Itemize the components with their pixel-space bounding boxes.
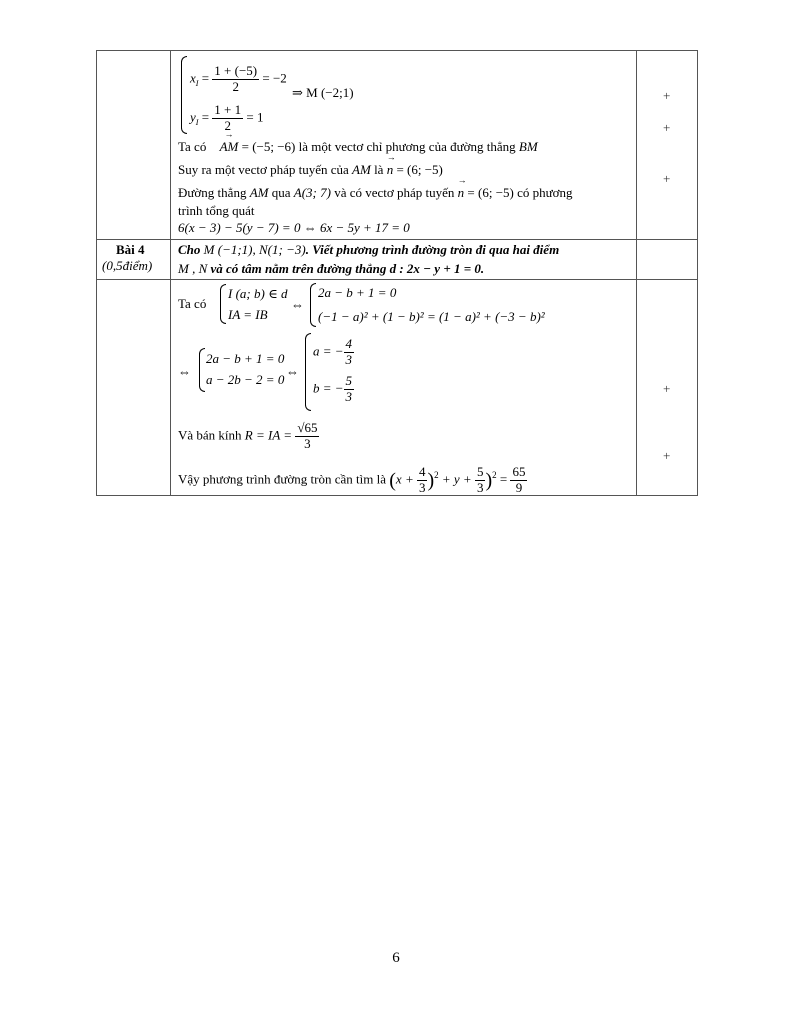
- eq-brace: [310, 283, 316, 327]
- a-label: a = −: [313, 343, 344, 359]
- direction-vector-line: [178, 140, 538, 153]
- xi-result: = −2: [262, 70, 287, 86]
- yi-result: = 1: [246, 109, 264, 125]
- xi-denominator: 2: [232, 78, 239, 94]
- equiv-1: ⇔: [291, 297, 304, 312]
- final-rhs-denominator: 9: [515, 479, 523, 495]
- linear-eq-2: a − 2b − 2 = 0: [206, 372, 285, 387]
- condition-1: I (a; b) ∈ d: [228, 286, 288, 301]
- linear-system-brace: [199, 348, 205, 392]
- solution-a: [313, 337, 354, 368]
- final-y-numerator: 5: [476, 464, 484, 479]
- score-plus-5: +: [663, 448, 671, 463]
- radius-fraction: [295, 421, 319, 452]
- tong-quat-text: trình tổng quát: [178, 203, 255, 218]
- row-divider-2: [96, 279, 698, 280]
- am-label-2: AM: [249, 185, 269, 200]
- problem-statement-b: và có tâm nằm trên đường thẳng: [210, 261, 387, 276]
- b-denominator: 3: [345, 388, 353, 404]
- final-x-numerator: 4: [418, 464, 426, 479]
- normal-vector-line: [178, 163, 443, 176]
- col-line-2: [636, 50, 637, 496]
- row-divider-1: [96, 239, 698, 240]
- col-line-left: [96, 50, 97, 496]
- given-points: M (−1;1), N(1; −3): [203, 242, 306, 257]
- b-fraction: [344, 374, 355, 405]
- n-vector: → n: [387, 163, 394, 176]
- n-vector-value-2: = (6; −5) có phương: [467, 185, 573, 200]
- line-d: d : 2x − y + 1 = 0.: [389, 261, 485, 276]
- equation-1: 2a − b + 1 = 0: [318, 285, 397, 300]
- b-numerator: 5: [345, 373, 353, 388]
- b-label: b = −: [313, 380, 344, 396]
- solution-b: [313, 374, 354, 405]
- row3-ta-co: Ta có: [178, 296, 207, 311]
- final-x-term: x +: [395, 471, 414, 487]
- yi-equation: $y_I$ = $\frac{1 + 1}{2}$ = 1: [190, 102, 264, 133]
- solution-brace: [305, 333, 311, 411]
- radius-text: Và bán kính: [178, 427, 242, 443]
- score-plus-2: +: [663, 120, 671, 135]
- am-vector: → AM: [220, 140, 239, 153]
- line-am-description: [178, 186, 573, 199]
- general-equation: 6(x − 3) − 5(y − 7) = 0 ⇔ 6x − 5y + 17 = 0: [178, 220, 410, 235]
- table-border-top: [96, 50, 698, 51]
- la-text: là: [374, 162, 384, 177]
- cond-brace: [220, 284, 226, 324]
- final-y-denominator: 3: [476, 479, 484, 495]
- condition-2: IA = IB: [228, 307, 268, 322]
- final-x-fraction: [417, 465, 428, 496]
- a-fraction: [344, 337, 355, 368]
- final-y-term: + y +: [441, 471, 472, 487]
- radius-equation: R = IA =: [244, 427, 293, 443]
- xi-numerator: 1 + (−5): [214, 63, 258, 78]
- a-denominator: 3: [345, 351, 353, 367]
- duong-thang-text: Đường thẳng: [178, 185, 247, 200]
- final-x-denominator: 3: [418, 479, 426, 495]
- xi-equation: $x_I$ = $\frac{1 + (-5)}{2}$ = −2: [190, 63, 287, 94]
- bai4-problem-line2: [178, 262, 484, 275]
- score-plus-1: +: [663, 88, 671, 103]
- mn-label: M , N: [178, 261, 208, 276]
- ta-co-text: Ta có: [178, 139, 207, 154]
- bm-label: BM: [518, 139, 538, 154]
- yi-label: y: [190, 109, 196, 125]
- midpoint-m: ⇒ M (−2;1): [292, 85, 354, 100]
- linear-eq-1: 2a − b + 1 = 0: [206, 351, 285, 366]
- problem-statement-a: . Viết phương trình đường tròn đi qua hai điểm: [305, 242, 560, 257]
- final-rhs-fraction: [510, 465, 527, 496]
- bai4-score: (0,5điểm): [102, 258, 153, 273]
- a-numerator: 4: [345, 336, 353, 351]
- suy-ra-text: Suy ra một vectơ pháp tuyến của: [178, 162, 349, 177]
- radius-line: [178, 421, 319, 452]
- score-plus-3: +: [663, 171, 671, 186]
- am-label: AM: [352, 162, 371, 177]
- col-line-1: [170, 50, 171, 496]
- point-a: A(3; 7): [293, 185, 331, 200]
- col-line-right: [697, 50, 698, 496]
- n-vector-value: = (6; −5): [396, 162, 443, 177]
- co-vecto-text: và có vectơ pháp tuyến: [334, 185, 455, 200]
- final-equals: =: [499, 471, 508, 487]
- equiv-3: ⇔: [286, 364, 299, 379]
- qua-text: qua: [271, 185, 291, 200]
- final-y-fraction: [475, 465, 486, 496]
- xi-fraction: [212, 64, 259, 95]
- final-answer-line: Vậy phương trình đường tròn cần tìm là (x + $\frac{4}{3}$ )$^2$ + y + $\frac{5}{3}$ )$^2$ = $\frac{65}{9}$: [178, 464, 526, 495]
- radius-denominator: 3: [304, 435, 311, 451]
- radius-numerator: √65: [297, 420, 318, 435]
- cho-text: Cho: [178, 242, 201, 257]
- xi-label: x: [190, 70, 196, 86]
- yi-numerator: 1 + 1: [214, 102, 242, 117]
- page-number: 6: [392, 950, 400, 966]
- final-text: Vậy phương trình đường tròn cần tìm là: [178, 471, 386, 487]
- equation-2: (−1 − a)² + (1 − b)² = (1 − a)² + (−3 − b)²: [318, 309, 545, 324]
- equiv-2: ⇔: [178, 364, 191, 379]
- am-vector-value: = (−5; −6) là một vectơ chỉ phương của đường thẳng: [241, 139, 516, 154]
- system-brace: [181, 56, 187, 134]
- final-rhs-numerator: 65: [512, 464, 526, 479]
- bai4-problem-line1: [178, 243, 559, 256]
- n-vector-2: → n: [458, 186, 465, 199]
- yi-denominator: 2: [224, 117, 231, 133]
- bai4-title: Bài 4: [116, 242, 145, 257]
- score-plus-4: +: [663, 381, 671, 396]
